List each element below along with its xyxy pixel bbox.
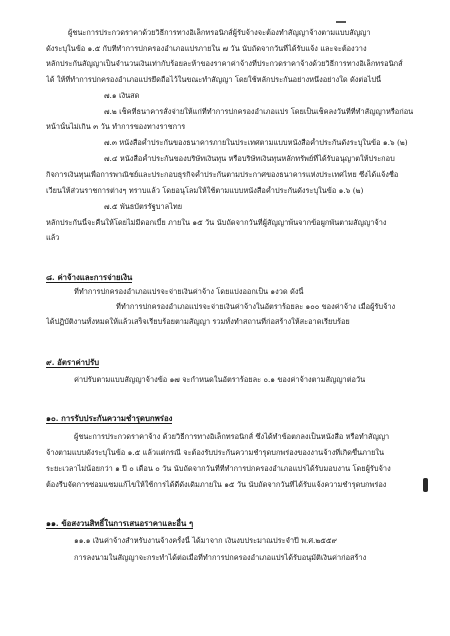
section-10-line-2: จ้างตามแบบดังระบุในข้อ ๑.๕ แล้วแต่กรณี จะต้องรับประกันความชำรุดบกพร่องของงานจ้างที่เกิดขึ้นภายใน <box>46 448 385 457</box>
scan-mark <box>336 21 346 23</box>
item-7-4-line-3: เวียนให้ส่วนราชการต่างๆ ทราบแล้ว โดยอนุโลมให้ใช้ตามแบบหนังสือค้ำประกันดังระบุในข้อ ๑.๖ (๒) <box>46 186 364 195</box>
item-7-2-line-1: ๗.๒ เช็คที่ธนาคารสั่งจ่ายให้แก่ที่ทำการปกครองอำเภอแปร โดยเป็นเช็คลงวันที่ที่ทำสัญญาหรือก่อน <box>104 107 414 116</box>
section-11-heading-text: ๑๑. ข้อสงวนสิทธิ์ในการเสนอราคาและอื่น ๆ <box>46 519 194 528</box>
intro-closing-line-2: แล้ว <box>46 233 60 242</box>
section-8-line-3: ได้ปฏิบัติงานทั้งหมดให้แล้วเสร็จเรียบร้อยตามสัญญา รวมทั้งทำสถานที่ก่อสร้างให้สะอาดเรียบร้อย <box>46 317 350 326</box>
section-11-line-1: ๑๑.๑ เงินค่าจ้างสำหรับงานจ้างครั้งนี้ ได้มาจาก เงินงบประมาณประจำปี พ.ศ.๒๕๕๙ <box>74 536 337 545</box>
section-9-heading <box>46 357 99 368</box>
item-7-4-line-2: กิจการเงินทุนเพื่อการพาณิชย์และประกอบธุรกิจค้ำประกันตามประกาศของธนาคารแห่งประเทศไทย ซึ่งได้แจ้งชื่อ <box>46 170 399 179</box>
item-7-3: ๗.๓ หนังสือค้ำประกันของธนาคารภายในประเทศตามแบบหนังสือค้ำประกันดังระบุในข้อ ๑.๖ (๒) <box>104 138 408 147</box>
section-8-line-2: ที่ทำการปกครองอำเภอแปรจะจ่ายเงินค่าจ้างในอัตราร้อยละ ๑๐๐ ของค่าจ้าง เมื่อผู้รับจ้าง <box>116 302 396 311</box>
item-7-1: ๗.๑ เงินสด <box>104 91 140 100</box>
intro-line-2: ดังระบุในข้อ ๑.๕ กับทีทำการปกครองอำเภอแปรภายใน ๗ วัน นับถัดจากวันที่ได้รับแจ้ง และจะต้องวาง <box>46 44 367 53</box>
section-11-line-2: การลงนามในสัญญาจะกระทำได้ต่อเมื่อที่ทำการปกครองอำเภอแปรได้รับอนุมัติเงินค่าก่อสร้าง <box>74 553 367 562</box>
section-8-heading-text: ๘. ค่าจ้างและการจ่ายเงิน <box>46 273 133 282</box>
section-11-heading <box>46 518 193 529</box>
intro-line-4: ได้ ให้ที่ทำการปกครองอำเภอแปรยึดถือไว้ในขณะทำสัญญา โดยใช้หลักประกันอย่างหนึ่งอย่างใด ดังต่อไปนี้ <box>46 75 382 84</box>
intro-line-1: ผู้ชนะการประกวดราคาด้วยวิธีการทางอิเล็กทรอนิกส์ผู้รับจ้างจะต้องทำสัญญาจ้างตามแบบสัญญา <box>68 28 371 37</box>
section-10-heading <box>46 413 172 424</box>
section-10-line-4: ต้องรีบจัดการซ่อมแซมแก้ไขให้ใช้การได้ดีดังเดิมภายใน ๑๕ วัน นับถัดจากวันที่ได้รับแจ้งความชำรุดบกพร่อง <box>46 480 387 489</box>
item-7-5: ๗.๕ พันธบัตรรัฐบาลไทย <box>104 202 183 211</box>
section-8-line-1: ที่ทำการปกครองอำเภอแปรจะจ่ายเงินค่าจ้าง โดยแบ่งออกเป็น ๑งวด ดังนี้ <box>74 287 304 296</box>
ink-blot <box>423 478 428 492</box>
section-8-heading <box>46 272 132 283</box>
section-9-line-1: ค่าปรับตามแบบสัญญาจ้างข้อ ๑๗ จะกำหนดในอัตราร้อยละ ๐.๑ ของค่าจ้างตามสัญญาต่อวัน <box>74 375 366 384</box>
intro-line-3: หลักประกันสัญญาเป็นจำนวนเงินเท่ากับร้อยละห้าของราคาค่าจ้างที่ประกวดราคาจ้างด้วยวิธีการทางอิเล็กทรอนิกส์ <box>46 59 403 68</box>
section-10-heading-text: ๑๐. การรับประกันความชำรุดบกพร่อง <box>46 414 173 423</box>
section-10-line-1: ผู้ชนะการประกวดราคาจ้าง ด้วยวิธีการทางอิเล็กทรอนิกส์ ซึ่งได้ทำข้อตกลงเป็นหนังสือ หรือทำสัญญา <box>74 432 390 441</box>
section-10-line-3: ระยะเวลาไม่น้อยกว่า ๑ ปี ๐ เดือน ๐ วัน นับถัดจากวันที่ที่ทำการปกครองอำเภอแปรได้รับมอบงาน โดยผู้รับจ้าง <box>46 464 391 473</box>
item-7-2-line-2: หน้านั้นไม่เกิน ๓ วัน ทำการของทางราชการ <box>46 122 186 131</box>
intro-closing-line-1: หลักประกันนี้จะคืนให้โดยไม่มีดอกเบี้ย ภายใน ๑๕ วัน นับถัดจากวันที่ผู้สัญญาพ้นจากข้อผูกพันตามสัญญาจ้าง <box>46 218 387 227</box>
section-9-heading-text: ๙. อัตราค่าปรับ <box>46 358 100 367</box>
item-7-4-line-1: ๗.๔ หนังสือค้ำประกันของบริษัทเงินทุน หรือบริษัทเงินทุนหลักทรัพย์ที่ได้รับอนุญาตให้ประกอบ <box>104 154 395 163</box>
